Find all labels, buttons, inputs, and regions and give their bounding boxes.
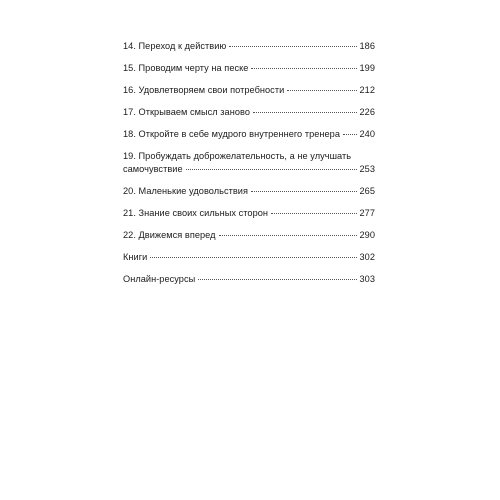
toc-entry-16 bbox=[123, 84, 375, 97]
dot-leader bbox=[150, 257, 356, 258]
toc-entry-18 bbox=[123, 128, 375, 141]
toc-entry-books bbox=[123, 251, 375, 264]
toc-entry-19 bbox=[123, 150, 375, 176]
toc-entry-title: Онлайн-ресурсы bbox=[123, 274, 196, 284]
toc-entry-20 bbox=[123, 185, 375, 198]
toc-entry-title: 14. Переход к действию bbox=[123, 41, 227, 51]
toc-entry-title: 22. Движемся вперед bbox=[123, 230, 216, 240]
toc-entry-title: самочувствие bbox=[123, 164, 183, 174]
toc-entry-17 bbox=[123, 106, 375, 119]
dot-leader bbox=[343, 134, 357, 135]
toc-entry-22 bbox=[123, 229, 375, 242]
toc-entry-page: 240 bbox=[359, 129, 375, 139]
table-of-contents bbox=[123, 40, 375, 295]
toc-entry-title: 15. Проводим черту на песке bbox=[123, 63, 249, 73]
toc-entry-title: 16. Удовлетворяем свои потребности bbox=[123, 85, 285, 95]
dot-leader bbox=[229, 46, 356, 47]
toc-entry-page: 212 bbox=[359, 85, 375, 95]
toc-entry-title: Книги bbox=[123, 252, 148, 262]
dot-leader bbox=[253, 112, 357, 113]
toc-entry-title: 21. Знание своих сильных сторон bbox=[123, 208, 269, 218]
dot-leader bbox=[219, 235, 357, 236]
toc-entry-page: 265 bbox=[359, 186, 375, 196]
toc-entry-online-resources bbox=[123, 273, 375, 286]
toc-entry-21 bbox=[123, 207, 375, 220]
toc-entry-14 bbox=[123, 40, 375, 53]
toc-entry-page: 277 bbox=[359, 208, 375, 218]
toc-entry-page: 303 bbox=[359, 274, 375, 284]
dot-leader bbox=[251, 68, 356, 69]
toc-entry-page: 302 bbox=[359, 252, 375, 262]
toc-entry-page: 199 bbox=[359, 63, 375, 73]
dot-leader bbox=[287, 90, 356, 91]
toc-entry-title: 18. Откройте в себе мудрого внутреннего тренера bbox=[123, 129, 340, 139]
toc-entry-title: 17. Открываем смысл заново bbox=[123, 107, 250, 117]
toc-entry-page: 186 bbox=[359, 41, 375, 51]
toc-entry-title-line1: 19. Пробуждать доброжелательность, а не улучшать bbox=[123, 151, 352, 161]
toc-entry-15 bbox=[123, 62, 375, 75]
dot-leader bbox=[271, 213, 356, 214]
toc-entry-page: 253 bbox=[359, 164, 375, 174]
toc-entry-page: 290 bbox=[359, 230, 375, 240]
dot-leader bbox=[251, 191, 356, 192]
toc-entry-page: 226 bbox=[359, 107, 375, 117]
toc-entry-title: 20. Маленькие удовольствия bbox=[123, 186, 249, 196]
dot-leader bbox=[186, 169, 357, 170]
dot-leader bbox=[198, 279, 356, 280]
